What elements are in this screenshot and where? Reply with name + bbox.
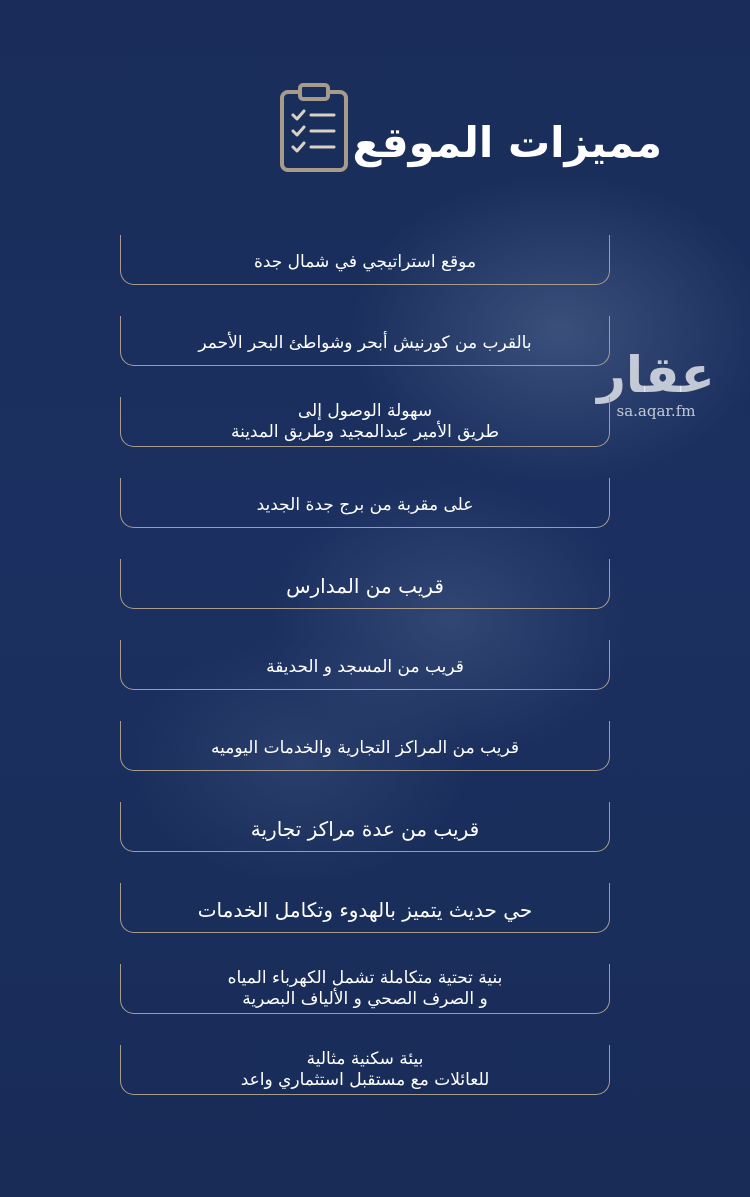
feature-text: قريب من المسجد و الحديقة [266, 657, 464, 677]
feature-item [120, 397, 610, 447]
feature-text: على مقربة من برج جدة الجديد [256, 495, 474, 515]
feature-text: موقع استراتيجي في شمال جدة [253, 252, 477, 272]
feature-item [120, 478, 610, 528]
watermark [596, 346, 716, 420]
feature-text: قريب من المدارس [286, 574, 444, 598]
feature-text: بالقرب من كورنيش أبحر وشواطئ البحر الأحمر [198, 333, 532, 353]
feature-item [120, 964, 610, 1014]
header [0, 82, 750, 178]
feature-text: بيئة سكنية مثالية للعائلات مع مستقبل استثماري واعد [240, 1048, 490, 1090]
feature-text: قريب من المراكز التجارية والخدمات اليوميه [211, 738, 520, 758]
feature-item [120, 721, 610, 771]
watermark-url: sa.aqar.fm [616, 402, 696, 420]
feature-item [120, 883, 610, 933]
feature-text: حي حديث يتميز بالهدوء وتكامل الخدمات [197, 898, 533, 922]
feature-item [120, 316, 610, 366]
feature-item [120, 235, 610, 285]
feature-item [120, 1045, 610, 1095]
feature-text: قريب من عدة مراكز تجارية [250, 817, 480, 841]
watermark-logo: عقار [597, 346, 715, 404]
features-list [120, 235, 610, 1126]
feature-item [120, 802, 610, 852]
feature-text: بنية تحتية متكاملة تشمل الكهرباء المياه و الصرف الصحي و الألياف البصرية [227, 967, 503, 1009]
feature-text: سهولة الوصول إلى طريق الأمير عبدالمجيد وطريق المدينة [230, 400, 500, 442]
feature-item [120, 559, 610, 609]
page-title: مميزات الموقع [352, 118, 662, 167]
feature-item [120, 640, 610, 690]
clipboard-checklist-icon [278, 82, 350, 174]
